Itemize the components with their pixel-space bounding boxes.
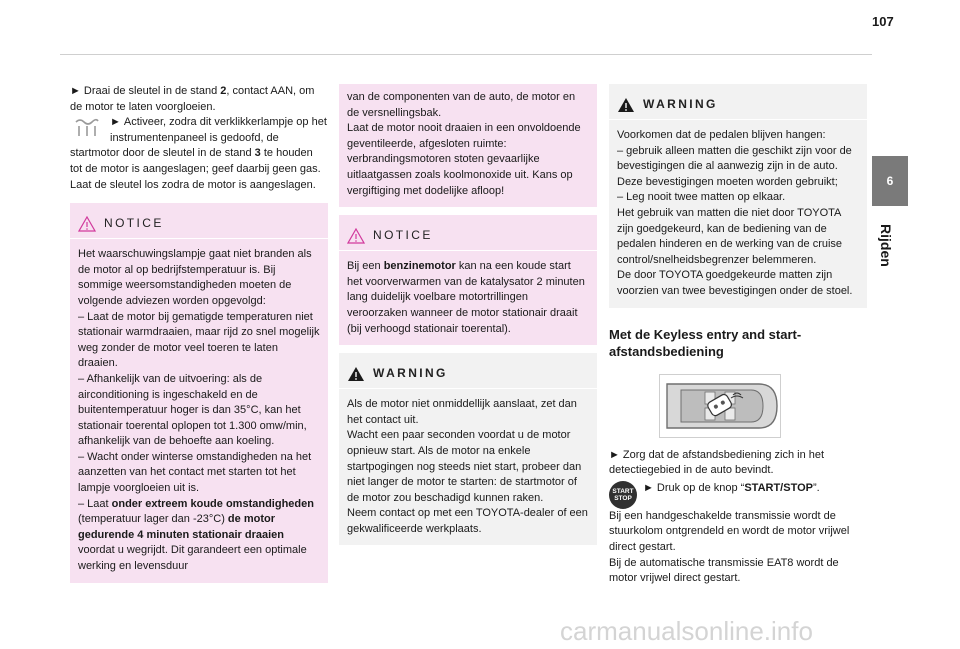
warning-header	[339, 359, 597, 389]
header-rule	[60, 54, 872, 55]
notice-continued-text: Laat de motor nooit draaien in een onvoldoende geventileerde, afgesloten ruimte: verbrandingsmotoren stoten gevaarlijke uitlaatgassen zoals koolmonoxide uit. Kans op vergiftiging met dodelijke afloop!	[347, 122, 581, 197]
chapter-title: Rijden	[878, 224, 894, 267]
start-stop-button-icon: START STOP	[609, 481, 637, 509]
instruction-press-start: START STOP ► Druk op de knop “START/STOP”.	[609, 481, 867, 497]
instruction-remote-in-car: ► Zorg dat de afstandsbediening zich in het detectiegebied in de auto bevindt.	[609, 448, 825, 477]
car-keyless-illustration	[659, 374, 781, 438]
notice-continued-text: van de componenten van de auto, de motor en de versnellingsbak.	[347, 91, 576, 119]
warning-text: Als de motor niet onmiddellijk aanslaat, zet dan het contact uit.	[347, 398, 577, 426]
page-number: 107	[872, 14, 894, 29]
notice-item: – Laat de motor bij gematigde temperaturen niet stationair warmdraaien, maar rijd zo snel mogelijk weg zonder de motor veel toeren te laten draaien.	[78, 310, 320, 370]
warning-text: Neem contact op met een TOYOTA-dealer of een gekwalificeerde werkplaats.	[347, 507, 588, 535]
notice-title: NOTICE	[373, 227, 433, 242]
notice-item: – Afhankelijk van de uitvoering: als de airconditioning is ingeschakeld en de buitentemperatuur hoger is dan 35°C, kan het stationair toerental oplopen tot 1.300 omw/min, afhankelijk van de behoefte aan koeling.	[78, 372, 307, 448]
warning-item: – Leg nooit twee matten op elkaar.	[617, 191, 786, 204]
notice-title: NOTICE	[104, 215, 164, 230]
notice-text: Bij een benzinemotor kan na een koude start het voorverwarmen van de katalysator 2 minuten lang duidelijk voelbare motortrillingen veroorzaken wanneer de motor stationair draait (bij verhoogd stationair toerental).	[347, 260, 585, 335]
glow-plug-icon	[70, 117, 104, 139]
instruction-activate-starter: ► Activeer, zodra dit verklikkerlampje op het instrumentenpaneel is gedoofd, de startmotor door de sleutel in de stand 3 te houden tot de motor is aangeslagen; geef daarbij geen gas. Laat de sleutel los zodra de motor is aangeslagen.	[70, 116, 327, 191]
section-heading: Met de Keyless entry and start-afstandsbediening	[609, 326, 802, 359]
warning-text: Het gebruik van matten die niet door TOYOTA zijn goedgekeurd, kan de bediening van de pedalen hinderen en de werking van de cruise control/snelheidsbegrenzer belemmeren.	[617, 206, 843, 266]
notice-box	[70, 203, 328, 582]
warning-box	[339, 353, 597, 545]
warning-header	[609, 90, 867, 120]
warning-text: Wacht een paar seconden voordat u de motor opnieuw start. Als de motor na enkele startpogingen nog steeds niet start, probeer dan niet langer de motor te starten: de startmotor of de motor zou beschadigd kunnen raken.	[347, 429, 582, 504]
warning-text: Voorkomen dat de pedalen blijven hangen:	[617, 129, 826, 141]
notice-text: Het waarschuwingslampje gaat niet branden als de motor al op bedrijfstemperatuur is. Bij sommige weersomstandigheden moeten de volgende adviezen worden opgevolgd:	[78, 248, 312, 307]
notice-item: – Wacht onder winterse omstandigheden na het aanzetten van het contact met starten tot het lampje voorgloeien uit is.	[78, 450, 312, 495]
notice-box	[339, 215, 597, 345]
notice-triangle-icon	[78, 216, 96, 232]
notice-triangle-icon	[347, 228, 365, 244]
warning-triangle-icon	[617, 97, 635, 113]
warning-triangle-icon	[347, 366, 365, 382]
notice-continued-box	[339, 84, 597, 207]
watermark: carmanualsonline.info	[560, 616, 813, 646]
column-2	[339, 84, 597, 545]
chapter-tab: 6	[872, 156, 908, 206]
warning-text: De door TOYOTA goedgekeurde matten zijn voorzien van twee bevestigingen onder de stoel.	[617, 269, 853, 297]
warning-title: WARNING	[373, 365, 448, 380]
notice-header	[339, 221, 597, 251]
paragraph-automatic-transmission: Bij de automatische transmissie EAT8 wordt de motor vrijwel direct gestart.	[609, 556, 839, 585]
instruction-turn-key: ► Draai de sleutel in de stand 2, contact AAN, om de motor te laten voorgloeien.	[70, 85, 315, 113]
notice-item: – Laat onder extreem koude omstandigheden (temperatuur lager dan -23°C) de motor gedurende 4 minuten stationair draaien voordat u wegrijdt. Dit garandeert een optimale werking en levensduur	[78, 497, 314, 573]
paragraph-manual-transmission: Bij een handgeschakelde transmissie wordt de stuurkolom ontgrendeld en wordt de motor vrijwel direct gestart.	[609, 509, 850, 553]
notice-header	[70, 209, 328, 239]
warning-box	[609, 84, 867, 308]
column-3	[609, 84, 867, 587]
warning-title: WARNING	[643, 96, 718, 111]
column-1	[70, 84, 328, 583]
warning-item: – gebruik alleen matten die geschikt zijn voor de bevestigingen die al aanwezig zijn in de auto. Deze bevestigingen moeten worden gebruikt;	[617, 144, 852, 188]
